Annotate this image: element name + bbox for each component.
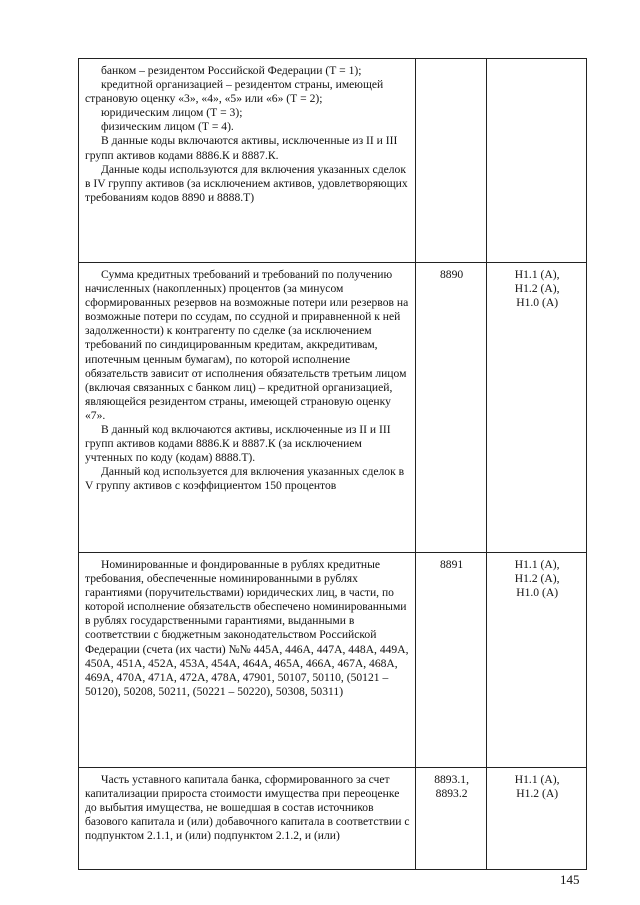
norm-cell bbox=[487, 59, 587, 263]
table-row bbox=[79, 768, 587, 870]
page-number: 145 bbox=[560, 872, 580, 887]
paragraph: Данный код используется для включения указанных сделок в V группу активов с коэффициентом 150 процентов bbox=[85, 465, 405, 493]
code-value: 8893.1, bbox=[434, 773, 469, 786]
norm-value: Н1.2 (А), bbox=[514, 282, 560, 296]
norm-value: Н1.1 (А), bbox=[514, 558, 560, 571]
paragraph: кредитной организацией – резидентом страны, имеющей страновую оценку «3», «4», «5» или «6» (Т = 2); bbox=[85, 78, 384, 106]
norm-cell bbox=[487, 768, 587, 870]
codes-table-body bbox=[79, 59, 587, 870]
code-cell bbox=[415, 263, 486, 553]
norm-value: Н1.1 (А), bbox=[514, 268, 560, 281]
code-value: 8891 bbox=[439, 558, 464, 571]
paragraph: Сумма кредитных требований и требований по получению начисленных (накопленных) процентов (за минусом сформированных резервов на возможные потери или резервов на возможные потери по ссудам, по ссудной и приравненной к ней задолженности) к контрагенту по сделке (за исключением требований по синдицированным кредитам, аккредитивам, ипотечным ценным бумагам), по которой исполнение обязательств зависит от исполнения обязательств третьим лицом (включая связанных с банком лиц) – кредитной организацией, являющейся резидентом страны, имеющей страновую оценку «7». bbox=[85, 268, 409, 422]
code-value: 8890 bbox=[439, 268, 464, 281]
norm-cell bbox=[487, 263, 587, 553]
code-value: 8893.2 bbox=[435, 787, 468, 801]
code-cell bbox=[415, 553, 486, 768]
description-cell bbox=[79, 553, 416, 768]
paragraph: Данные коды используются для включения указанных сделок в IV группу активов (за исключением активов, удовлетворяющих требованиям кодов 8890 и 8888.Т) bbox=[85, 162, 408, 204]
table-row bbox=[79, 59, 587, 263]
description-cell bbox=[79, 768, 416, 870]
norm-value: Н1.2 (А) bbox=[516, 787, 559, 801]
paragraph: В данные коды включаются активы, исключенные из II и III групп активов кодами 8886.К и 8887.К. bbox=[85, 134, 398, 162]
code-cell bbox=[415, 59, 486, 263]
paragraph: физическим лицом (Т = 4). bbox=[101, 120, 234, 134]
code-cell bbox=[415, 768, 486, 870]
description-cell bbox=[79, 59, 416, 263]
norm-value: Н1.2 (А), bbox=[514, 572, 560, 586]
table-row bbox=[79, 553, 587, 768]
paragraph: В данный код включаются активы, исключенные из II и III групп активов кодами 8886.К и 8887.К (за исключением учтенных по коду (кодам) 8888.Т). bbox=[85, 423, 391, 465]
norm-cell bbox=[487, 553, 587, 768]
paragraph: юридическим лицом (Т = 3); bbox=[101, 106, 243, 120]
norm-value: Н1.1 (А), bbox=[514, 773, 560, 786]
paragraph: Номинированные и фондированные в рублях кредитные требования, обеспеченные номинированными в рублях гарантиями (поручительствами) юридических лиц, в части, по которой исполнение обязательств обеспечено номинированными в рублях государственными гарантиями, выданными в соответствии с бюджетным законодательством Российской Федерации (счета (их части) №№ 445А, 446А, 447А, 448А, 449А, 450А, 451А, 452А, 453А, 454А, 464А, 465А, 466А, 467А, 468А, 469А, 470А, 471А, 472А, 478А, 47901, 50107, 50110, (50121 – 50120), 50208, 50211, (50221 – 50220), 50308, 50311) bbox=[85, 558, 409, 698]
norm-value: Н1.0 (А) bbox=[516, 586, 559, 600]
paragraph: банком – резидентом Российской Федерации (Т = 1); bbox=[101, 64, 362, 77]
norm-value: Н1.0 (А) bbox=[516, 296, 559, 310]
description-cell bbox=[79, 263, 416, 553]
table-row bbox=[79, 263, 587, 553]
paragraph: Часть уставного капитала банка, сформированного за счет капитализации прироста стоимости имущества при переоценке до выбытия имущества, не вошедшая в состав источников базового капитала и (или) добавочного капитала в соответствии с подпунктом 2.1.1, и (или) подпунктом 2.1.2, и (или) bbox=[85, 773, 410, 843]
codes-table bbox=[78, 58, 587, 870]
